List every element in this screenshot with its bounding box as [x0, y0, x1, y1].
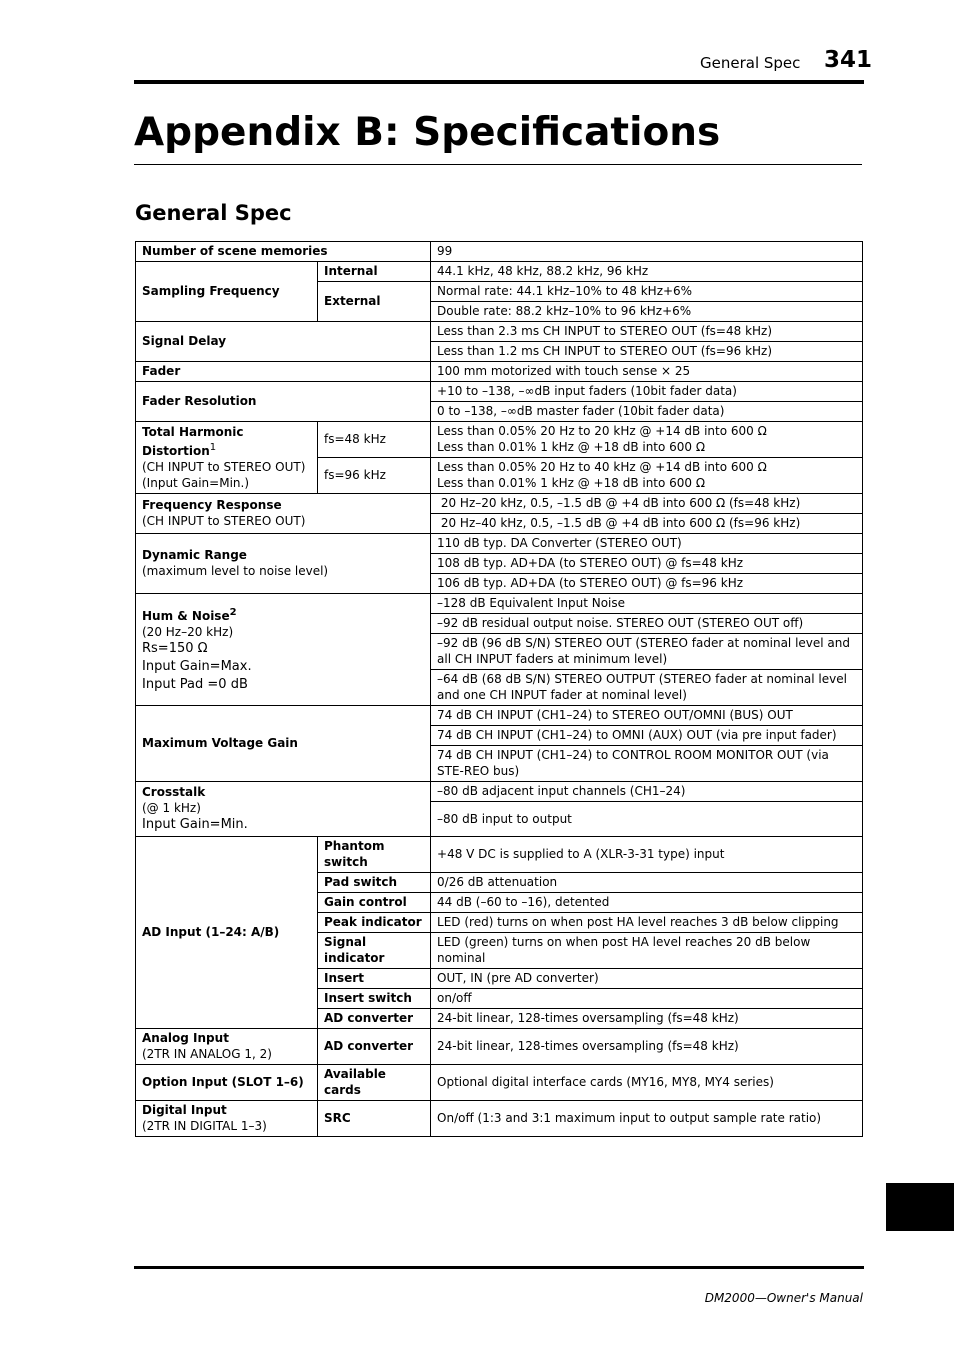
row-sublabel: (CH INPUT to STEREO OUT) [142, 459, 306, 474]
sub-label: External [318, 282, 431, 322]
row-sublabel: (2TR IN ANALOG 1, 2) [142, 1047, 272, 1061]
row-sublabel: Input Pad =0 dB [142, 676, 248, 692]
row-value: –80 dB input to output [431, 802, 863, 837]
sub-label: fs=96 kHz [318, 458, 431, 494]
row-value: 24-bit linear, 128-times oversampling (fs=48 kHz) [431, 1029, 863, 1065]
row-value: –80 dB adjacent input channels (CH1–24) [431, 782, 863, 802]
footer-rule [134, 1266, 864, 1269]
row-label: Signal Delay [136, 322, 431, 362]
row-label-block [136, 1101, 318, 1137]
row-value: 110 dB typ. DA Converter (STEREO OUT) [431, 534, 863, 554]
sub-label: SRC [318, 1101, 431, 1137]
row-sublabel: Input Gain=Min. [142, 816, 248, 832]
table-row [136, 322, 863, 342]
row-label: Dynamic Range [142, 548, 247, 562]
table-row [136, 837, 863, 873]
row-value: –128 dB Equivalent Input Noise [431, 594, 863, 614]
table-row [136, 494, 863, 514]
section-title: General Spec [135, 201, 292, 225]
page-number: 341 [824, 47, 873, 73]
row-label: Analog Input [142, 1031, 229, 1045]
sub-label: Insert [318, 969, 431, 989]
row-sublabel: (20 Hz–20 kHz) [142, 624, 234, 639]
value-line: Less than 0.05% 20 Hz to 40 kHz @ +14 dB into 600 Ω [437, 460, 767, 474]
table-row [136, 1101, 863, 1137]
row-sublabel: (maximum level to noise level) [142, 564, 329, 578]
row-label: Total Harmonic Distortion [142, 424, 244, 458]
table-row [136, 242, 863, 262]
row-sublabel: (CH INPUT to STEREO OUT) [142, 514, 306, 528]
row-value: OUT, IN (pre AD converter) [431, 969, 863, 989]
row-label: Digital Input [142, 1103, 227, 1117]
value-line: 20 Hz–40 kHz, 0.5, –1.5 dB @ +4 dB into 600 Ω (fs=96 kHz) [440, 516, 801, 530]
row-label-block [136, 534, 431, 594]
table-row [136, 594, 863, 614]
row-value: LED (green) turns on when post HA level reaches 20 dB below nominal [431, 933, 863, 969]
row-value: 0 to –138, –∞dB master fader (10bit fader data) [431, 402, 863, 422]
row-sublabel: Rs=150 Ω [142, 640, 208, 656]
title-rule [134, 164, 862, 165]
row-label: Fader [136, 362, 431, 382]
row-label: Option Input (SLOT 1–6) [136, 1065, 318, 1101]
row-value: –64 dB (68 dB S/N) STEREO OUTPUT (STEREO fader at nominal level and one CH INPUT fader at nominal level) [431, 670, 863, 706]
row-value: 74 dB CH INPUT (CH1–24) to OMNI (AUX) OUT (via pre input fader) [431, 726, 863, 746]
row-label: AD Input (1–24: A/B) [136, 837, 318, 1029]
row-value: –92 dB (96 dB S/N) STEREO OUT (STEREO fader at nominal level and all CH INPUT faders at minimum level) [431, 634, 863, 670]
row-label: Hum & Noise [142, 608, 230, 623]
row-label-block [136, 782, 431, 837]
sub-label: AD converter [318, 1009, 431, 1029]
sub-label: Gain control [318, 893, 431, 913]
row-value [431, 514, 863, 534]
value-line: 20 Hz–20 kHz, 0.5, –1.5 dB @ +4 dB into 600 Ω (fs=48 kHz) [440, 496, 801, 510]
page-title: Appendix B: Specifications [134, 110, 721, 155]
row-label-block [136, 594, 431, 706]
table-row [136, 422, 863, 458]
row-value: 99 [431, 242, 863, 262]
sub-label: Peak indicator [318, 913, 431, 933]
row-value: LED (red) turns on when post HA level reaches 3 dB below clipping [431, 913, 863, 933]
row-label-block [136, 1029, 318, 1065]
row-label-block [136, 494, 431, 534]
row-label: Number of scene memories [136, 242, 431, 262]
row-value: 24-bit linear, 128-times oversampling (fs=48 kHz) [431, 1009, 863, 1029]
table-row [136, 1029, 863, 1065]
row-value [431, 458, 863, 494]
row-sublabel: (Input Gain=Min.) [142, 475, 250, 490]
row-label: Frequency Response [142, 498, 282, 512]
row-value: Less than 1.2 ms CH INPUT to STEREO OUT (fs=96 kHz) [431, 342, 863, 362]
row-value: Double rate: 88.2 kHz–10% to 96 kHz+6% [431, 302, 863, 322]
header-rule [134, 80, 864, 84]
table-row [136, 382, 863, 402]
row-value: +48 V DC is supplied to A (XLR-3-31 type) input [431, 837, 863, 873]
sub-label: fs=48 kHz [318, 422, 431, 458]
row-value: 44.1 kHz, 48 kHz, 88.2 kHz, 96 kHz [431, 262, 863, 282]
row-value: On/off (1:3 and 3:1 maximum input to output sample rate ratio) [431, 1101, 863, 1137]
row-value [431, 422, 863, 458]
footnote-marker: 1 [209, 441, 217, 453]
row-value: Optional digital interface cards (MY16, MY8, MY4 series) [431, 1065, 863, 1101]
table-row [136, 782, 863, 802]
chapter-tab [886, 1183, 954, 1231]
row-label: Sampling Frequency [136, 262, 318, 322]
row-label-block [136, 422, 318, 494]
table-row [136, 262, 863, 282]
sub-label: Internal [318, 262, 431, 282]
row-value: 108 dB typ. AD+DA (to STEREO OUT) @ fs=48 kHz [431, 554, 863, 574]
sub-label: Phantom switch [318, 837, 431, 873]
row-label: Maximum Voltage Gain [136, 706, 431, 782]
row-value: 0/26 dB attenuation [431, 873, 863, 893]
table-row [136, 362, 863, 382]
table-row [136, 706, 863, 726]
row-value: on/off [431, 989, 863, 1009]
table-row [136, 534, 863, 554]
value-line: Less than 0.01% 1 kHz @ +18 dB into 600 Ω [437, 440, 706, 454]
row-sublabel: Input Gain=Max. [142, 658, 252, 674]
row-value [431, 494, 863, 514]
row-sublabel: (@ 1 kHz) [142, 800, 201, 815]
row-value: +10 to –138, –∞dB input faders (10bit fader data) [431, 382, 863, 402]
row-sublabel: (2TR IN DIGITAL 1–3) [142, 1119, 267, 1133]
sub-label: AD converter [318, 1029, 431, 1065]
spec-table [135, 241, 863, 1137]
table-row [136, 1065, 863, 1101]
footnote-marker: 2 [229, 606, 237, 618]
sub-label: Signal indicator [318, 933, 431, 969]
sub-label: Insert switch [318, 989, 431, 1009]
sub-label: Pad switch [318, 873, 431, 893]
row-value: Normal rate: 44.1 kHz–10% to 48 kHz+6% [431, 282, 863, 302]
value-line: Less than 0.05% 20 Hz to 20 kHz @ +14 dB into 600 Ω [437, 424, 767, 438]
row-value: 100 mm motorized with touch sense × 25 [431, 362, 863, 382]
row-value: 74 dB CH INPUT (CH1–24) to STEREO OUT/OMNI (BUS) OUT [431, 706, 863, 726]
row-value: 74 dB CH INPUT (CH1–24) to CONTROL ROOM MONITOR OUT (via STE-REO bus) [431, 746, 863, 782]
row-value: 106 dB typ. AD+DA (to STEREO OUT) @ fs=96 kHz [431, 574, 863, 594]
row-label: Fader Resolution [136, 382, 431, 422]
row-label: Crosstalk [142, 784, 206, 799]
value-line: Less than 0.01% 1 kHz @ +18 dB into 600 Ω [437, 476, 706, 490]
row-value: Less than 2.3 ms CH INPUT to STEREO OUT (fs=48 kHz) [431, 322, 863, 342]
row-value: 44 dB (–60 to –16), detented [431, 893, 863, 913]
row-value: –92 dB residual output noise. STEREO OUT (STEREO OUT off) [431, 614, 863, 634]
footer-manual-title: DM2000—Owner's Manual [704, 1291, 863, 1305]
sub-label: Available cards [318, 1065, 431, 1101]
running-header-section: General Spec [700, 54, 801, 72]
